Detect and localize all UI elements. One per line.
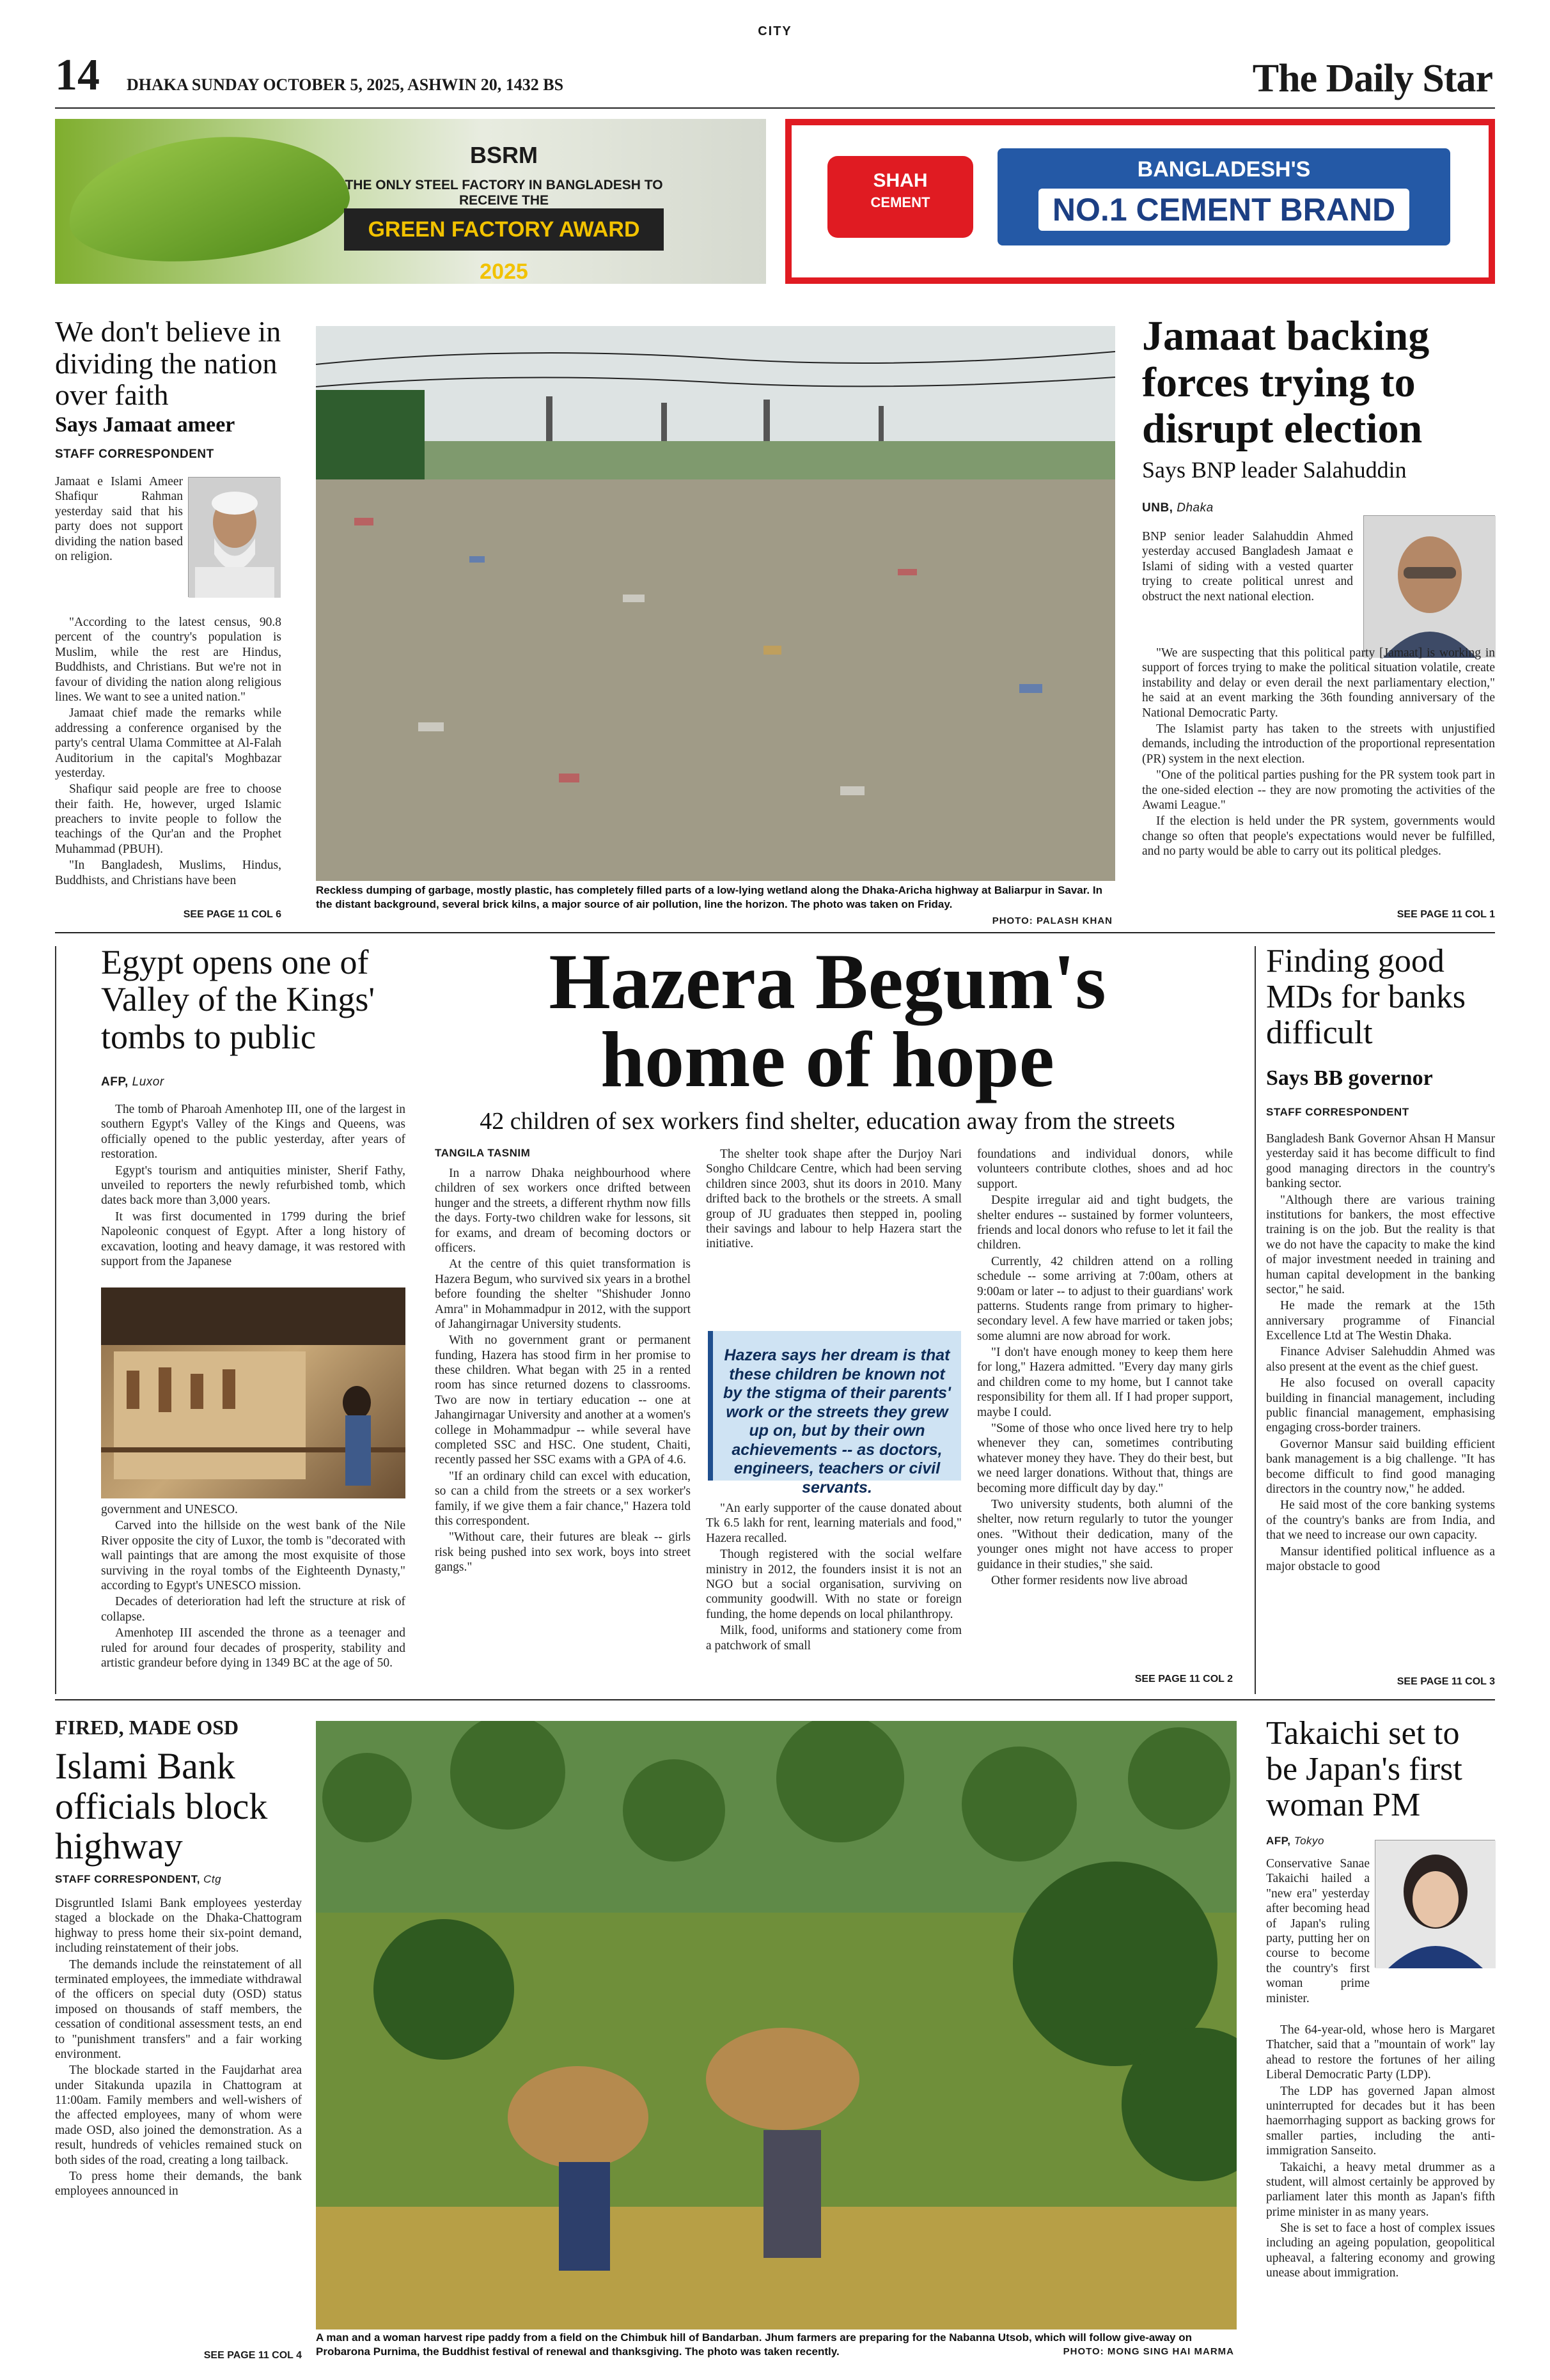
story2-p2: "We are suspecting that this political party [Jamaat] is working in support of forces trying to make the political situation volatile, create instability and delay or even derail the next parliamentary election," he said at an event marking the 36th founding anniversary of the National Democratic Party. [1142, 646, 1495, 720]
story5-byline-agency: STAFF CORRESPONDENT, [55, 1873, 200, 1885]
shah-logo [827, 156, 973, 238]
lead-c1p3: With no government grant or permanent funding, Hazera has stood firm in her promise to these children. What began with 25 in a rented room has since returned dozens to classrooms. Two are now in tertiary education -- one at Jahangirnagar University and another at a women's college in Mohammadpur -- while several have completed SSC and HSC. One student, Chaiti, recently passed her SSC exams with a GPA of 4.6. [435, 1334, 691, 1467]
story2-byline [1142, 501, 1214, 515]
story3-byline [101, 1075, 164, 1089]
lead-c3p3: Currently, 42 children attend on a rolling schedule -- some arriving at 7:00am, others at 9:00am or later -- to adjust to their guardians' work patterns. Students range from primary to higher-secondary level. A few have married or taken jobs; some alumni are now abroad for work. [977, 1254, 1233, 1343]
story6-p3: The LDP has governed Japan almost uninterrupted for decades but it has been haemorrhaging support as backing grows for smaller parties, including the anti-immigration Sanseito. [1266, 2084, 1495, 2158]
lead-byline: TANGILA TASNIM [435, 1147, 531, 1159]
story3-p5: Carved into the hillside on the west bank of the Nile River opposite the city of Luxor, the tomb is "decorated with wall paintings that are among the most exquisite of those surviving in the royal tombs of the Eighteenth Dynasty," according to Egypt's UNESCO mission. [101, 1519, 405, 1592]
story1-body-top [55, 474, 183, 565]
story1-p4: Shafiqur said people are free to choose their faith. He, however, urged Islamic preachers to invite people to follow the teachings of the Qur'an and the Prophet Muhammad (PBUH). [55, 782, 281, 856]
story6-byline [1266, 1835, 1324, 1847]
story4-headline[interactable]: Finding good MDs for banks difficult [1266, 943, 1466, 1052]
lead-col1 [435, 1166, 691, 1576]
takaichi-photo [1375, 1840, 1495, 1968]
story6-p1: Conservative Sanae Takaichi hailed a "new era" yesterday after becoming head of Japan's ruling party, putting her on course to become the country's first woman prime minister. [1266, 1857, 1370, 2005]
story6-p4: Takaichi, a heavy metal drummer as a student, will almost certainly be approved by parliament later this month as Japan's fifth prime minister in as many years. [1266, 2160, 1495, 2219]
story1-body [55, 615, 281, 889]
photo1-caption: Reckless dumping of garbage, mostly plastic, has completely filled parts of a low-lying wetland along the Dhaka-Aricha highway at Baliarpur in Savar. In the distant background, several brick kilns, a major source of air pollution, line the horizon. The photo was taken on Friday. [316, 884, 1102, 911]
story5-headline[interactable]: Islami Bank officials block highway [55, 1745, 268, 1867]
story5-p3: The blockade started in the Faujdarhat area under Sitakunda upazila in Chattogram at 11:00am. Family members and well-wishers of the affected employees, many of whom were made OSD, also joined the demonstration. As a result, hundreds of vehicles remained stuck on both sides of the road, creating a long tailback. [55, 2064, 302, 2167]
shah-sub: CEMENT [870, 194, 930, 210]
lead-c3p5: "Some of those who once lived here try to help whenever they can, sometimes contributing whatever money they have. They do their best, but we need larger donations. Without that, things are becoming more difficult day by day." [977, 1422, 1233, 1495]
shah-slogan-line1: BANGLADESH'S [1137, 157, 1311, 182]
story3-headline[interactable]: Egypt opens one of Valley of the Kings' tombs to public [101, 943, 375, 1056]
story5-kicker: FIRED, MADE OSD [55, 1716, 239, 1739]
jamaat-ameer-photo [188, 477, 280, 597]
leaf-graphic [62, 124, 354, 274]
story2-byline-agency: UNB, [1142, 501, 1173, 515]
section-label: CITY [758, 24, 792, 38]
story5-jump[interactable]: SEE PAGE 11 COL 4 [203, 2350, 302, 2361]
story2-body-top [1142, 529, 1353, 605]
salahuddin-photo [1363, 515, 1495, 657]
story4-subhead: Says BB governor [1266, 1066, 1433, 1090]
story2-dateline: Dhaka [1177, 501, 1214, 515]
story1-p2: "According to the latest census, 90.8 percent of the country's population is Muslim, while the rest are Hindus, Buddhists, and Christians. But we're not in favour of dividing the nation along religious lines. We want to see a united nation." [55, 616, 281, 704]
header-rule [55, 107, 1495, 109]
story4-p1: Bangladesh Bank Governor Ahsan H Mansur yesterday said it has become difficult to find good managing directors in the country's banking sector. [1266, 1132, 1495, 1191]
story4-rule [1255, 946, 1256, 1694]
story3-byline-agency: AFP, [101, 1075, 129, 1089]
story4-p8: Mansur identified political influence as a major obstacle to good [1266, 1544, 1495, 1573]
story5-dateline: Ctg [203, 1873, 222, 1885]
story4-p2: "Although there are various training institutions for bankers, the most effective training is on the job. But the reality is that we do not have the capacity to make the kind of major investment needed in training and human capital development in the banking sector," he said. [1266, 1193, 1495, 1296]
lead-jump[interactable]: SEE PAGE 11 COL 2 [1134, 1674, 1233, 1684]
story1-byline: STAFF CORRESPONDENT [55, 447, 214, 461]
story4-body [1266, 1132, 1495, 1575]
story6-p2: The 64-year-old, whose hero is Margaret Thatcher, said that a "mountain of work" lay ahead to restore the fortunes of her ailing Liberal Democratic Party (LDP). [1266, 2023, 1495, 2082]
bsrm-logo: BSRM [470, 142, 538, 168]
story1-subhead: Says Jamaat ameer [55, 413, 235, 437]
lead-c2p2: "An early supporter of the cause donated about Tk 6.5 lakh for rent, learning materials and food," Hazera recalled. [706, 1502, 962, 1545]
story5-body [55, 1896, 302, 2200]
lead-col2-top [706, 1147, 962, 1253]
lead-c1p5: "Without care, their futures are bleak -- girls risk being pushed into sex work, boys into street gangs." [435, 1530, 691, 1575]
story3-p6: Decades of deterioration had left the structure at risk of collapse. [101, 1595, 405, 1624]
story2-jump[interactable]: SEE PAGE 11 COL 1 [1397, 909, 1495, 920]
story3-p2: Egypt's tourism and antiquities minister, Sherif Fathy, unveiled to reporters the newly refurbished tomb, which dates back more than 3,000 years. [101, 1163, 405, 1208]
shah-brand: SHAH [873, 170, 928, 191]
lead-c2p3: Though registered with the social welfare ministry in 2012, the founders insist it is not an NGO but a social organisation, surviving on community goodwill. With no state or foreign funding, the home depends on local philanthropy. [706, 1548, 962, 1621]
story3-p7: Amenhotep III ascended the throne as a teenager and ruled for around four decades of prosperity, stability and artistic grandeur before dying in 1349 BC at the age of 50. [101, 1626, 405, 1670]
story4-p7: He said most of the core banking systems of the country's banks are from India, and that we need to increase our own capacity. [1266, 1498, 1495, 1543]
story6-headline[interactable]: Takaichi set to be Japan's first woman PM [1266, 1715, 1462, 1824]
story1-headline[interactable]: We don't believe in dividing the nation over faith [55, 315, 281, 412]
jhum-harvest-photo [316, 1721, 1237, 2329]
story6-body [1266, 2023, 1495, 2282]
story5-p2: The demands include the reinstatement of all terminated employees, the immediate withdrawal of the officers on special duty (OSD) status imposed on thousands of staff members, the cessation of conditional assessment tests, an end to "punishment transfers" and a fair working environment. [55, 1957, 302, 2061]
shah-slogan [998, 148, 1450, 245]
story2-p1: BNP senior leader Salahuddin Ahmed yesterday accused Bangladesh Jamaat e Islami of siding with a vested quarter trying to create political unrest and obstruct the next national election. [1142, 530, 1353, 603]
page-number: 14 [55, 51, 100, 100]
story3-p3: It was first documented in 1799 during the brief Napoleonic conquest of Egypt. After a long history of excavation, looting and heavy damage, it was restored with support from the Japanese [101, 1209, 405, 1268]
lead-c3p7: Other former residents now live abroad [991, 1573, 1188, 1587]
story2-p4: "One of the political parties pushing for the PR system took part in the one-sided election -- they are now promoting the activities of the Awami League." [1142, 768, 1495, 812]
story4-byline: STAFF CORRESPONDENT [1266, 1106, 1409, 1118]
story2-headline[interactable]: Jamaat backing forces trying to disrupt election [1142, 313, 1430, 453]
garbage-wetland-photo [316, 326, 1115, 881]
masthead-logo[interactable]: The Daily Star [1252, 57, 1492, 100]
dateline: DHAKA SUNDAY OCTOBER 5, 2025, ASHWIN 20, 1432 BS [127, 75, 564, 94]
lead-pull-quote: Hazera says her dream is that these children be known not by the stigma of their parents' work or the streets they grew up on, but by their own achievements -- as doctors, engineers, teachers or civil servants. [708, 1331, 961, 1481]
bsrm-tagline: THE ONLY STEEL FACTORY IN BANGLADESH TO RECEIVE THE [345, 178, 663, 208]
story2-body [1142, 646, 1495, 860]
story2-subhead: Says BNP leader Salahuddin [1142, 457, 1407, 483]
bsrm-award: GREEN FACTORY AWARD 2025 [344, 208, 664, 251]
lead-c3p2: Despite irregular aid and tight budgets, the shelter endures -- sustained by former volunteers, friends and local donors who refuse to let it fail the children. [977, 1194, 1233, 1252]
story4-p6: Governor Mansur said building efficient bank management is a big challenge. "It has become difficult to find good managing directors in the country now," he added. [1266, 1437, 1495, 1496]
story1-p1: Jamaat e Islami Ameer Shafiqur Rahman yesterday said that his party does not support dividing the nation based on religion. [55, 475, 183, 563]
lead-c3p4: "I don't have enough money to keep them here for long," Hazera admitted. "Every day many girls and children come to my home, but I cannot take responsibility for them all. If I had proper support, maybe I could. [977, 1346, 1233, 1419]
lead-headline-2[interactable]: home of hope [600, 1016, 1054, 1103]
photo1-credit: PHOTO: PALASH KHAN [992, 915, 1113, 926]
lead-c1p2: At the centre of this quiet transformation is Hazera Begum, who survived six years in a brothel before founding the shelter "Shishuder Jonno Amra" in Mohammadpur in 2012, with the support of Jahangirnagar University students. [435, 1257, 691, 1331]
tomb-photo [101, 1287, 405, 1498]
story3-body-top [101, 1102, 405, 1270]
photo2-caption: A man and a woman harvest ripe paddy from a field on the Chimbuk hill of Bandarban. Jhum farmers are preparing for the Nabanna Utsob, which will follow give-away on Probarona Purnima, the Buddhist festival of renewal and thanksgiving. The photo was taken recently. [316, 2331, 1192, 2358]
lead-c3p1: foundations and individual donors, while volunteers contribute clothes, shoes and ad hoc support. [977, 1147, 1233, 1191]
story4-p5: He also focused on overall capacity building in financial management, including public financial management, emphasising engaging cross-border trainers. [1266, 1376, 1495, 1435]
lead-c2p4: Milk, food, uniforms and stationery come from a patchwork of small [706, 1624, 962, 1653]
story5-p1: Disgruntled Islami Bank employees yesterday staged a blockade on the Dhaka-Chattogram highway to press home their six-point demand, including reinstatement of their jobs. [55, 1897, 302, 1956]
story3-rule [55, 946, 56, 1694]
lead-c1p4: "If an ordinary child can excel with education, so can a child from the streets or a sex worker's family, if we give them a fair chance," Hazera told this correspondent. [435, 1469, 691, 1528]
bsrm-ad[interactable] [55, 119, 766, 284]
shah-slogan-line2: NO.1 CEMENT BRAND [1038, 189, 1409, 231]
story6-dateline: Tokyo [1294, 1835, 1325, 1847]
story5-byline [55, 1873, 221, 1886]
story6-body-top [1266, 1856, 1370, 2007]
photo2-credit: PHOTO: MONG SING HAI MARMA [1063, 2346, 1234, 2357]
story2-p3: The Islamist party has taken to the streets with unjustified demands, including the introduction of the proportional representation (PR) system in the next election. [1142, 722, 1495, 766]
story4-jump[interactable]: SEE PAGE 11 COL 3 [1397, 1676, 1495, 1687]
lead-c1p1: In a narrow Dhaka neighbourhood where children of sex workers once drifted between hunger and the streets, a different rhythm now fills the days. Forty-two children wake for lessons, sit for exams, and dream of becoming doctors or officers. [435, 1167, 691, 1255]
lead-headline-1[interactable]: Hazera Begum's [549, 938, 1106, 1025]
story1-p5: "In Bangladesh, Muslims, Hindus, Buddhists, and Christians have been [55, 859, 281, 887]
story3-p4: government and UNESCO. [101, 1503, 238, 1516]
story4-p3: He made the remark at the 15th anniversary programme of Financial Excellence Ltd at The Westin Dhaka. [1266, 1299, 1495, 1343]
story4-p4: Finance Adviser Salehuddin Ahmed was also present at the event as the chief guest. [1266, 1345, 1495, 1374]
story3-dateline: Luxor [132, 1075, 164, 1089]
story1-jump[interactable]: SEE PAGE 11 COL 6 [183, 909, 281, 920]
story3-p1: The tomb of Pharoah Amenhotep III, one of the largest in southern Egypt's Valley of the Kings and Queens, was officially opened to the public yesterday, after years of restoration. [101, 1103, 405, 1162]
shah-cement-ad[interactable] [785, 119, 1495, 284]
lead-deck: 42 children of sex workers find shelter, education away from the streets [480, 1108, 1175, 1135]
lead-col2-bottom [706, 1501, 962, 1654]
story3-body-bottom [101, 1502, 405, 1672]
story2-p5: If the election is held under the PR system, governments would change so often that people's expectations would never be fulfilled, and no party would be able to carry out its political pledges. [1142, 814, 1495, 859]
story6-p5: She is set to face a host of complex issues including an ageing population, geopolitical upheaval, a faltering economy and growing unease about immigration. [1266, 2221, 1495, 2280]
story6-byline-agency: AFP, [1266, 1835, 1291, 1847]
lead-c2p1: The shelter took shape after the Durjoy Nari Songho Childcare Centre, which had been serving children since 2003, shut its doors in 2010. Many drifted back to the brothels or the streets. A small group of JU graduates then stepped in, pooling their savings and labour to help Hazera start the initiative. [706, 1147, 962, 1251]
story1-p3: Jamaat chief made the remarks while addressing a conference organised by the party's central Ulama Committee at Al-Falah Auditorium in the capital's Moghbazar yesterday. [55, 706, 281, 780]
lead-c3p6: Two university students, both alumni of the shelter, now return regularly to tutor the younger ones. "Without their dedication, many of the younger ones might not have access to proper guidance in their studies," she said. [977, 1497, 1233, 1571]
mid-rule [55, 932, 1495, 933]
lead-col3 [977, 1147, 1233, 1589]
story5-p4: To press home their demands, the bank employees announced in [55, 2170, 302, 2198]
lower-rule [55, 1699, 1495, 1700]
